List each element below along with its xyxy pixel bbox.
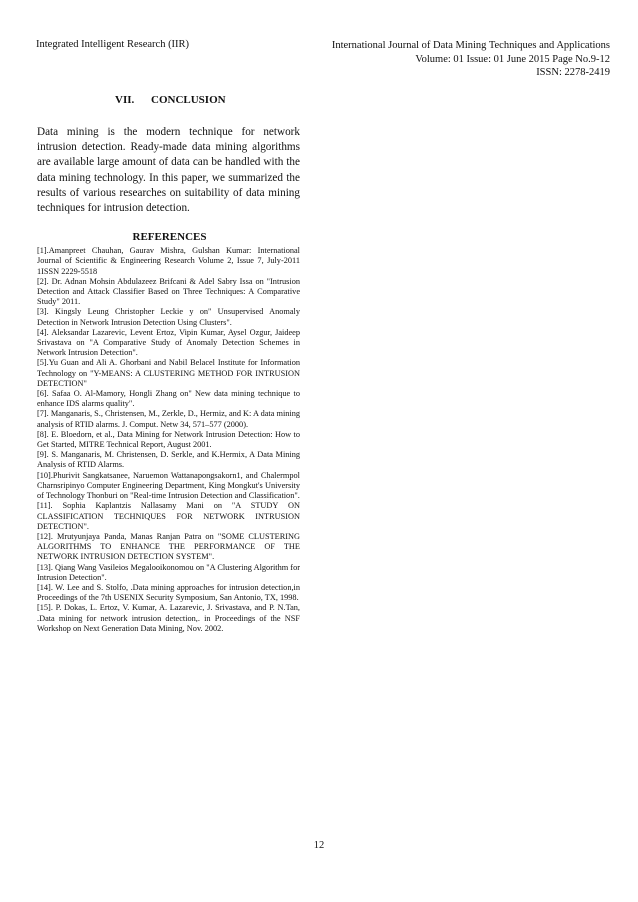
- reference-item: [11]. Sophia Kaplantzis Nallasamy Mani on "A STUDY ON CLASSIFICATION TECHNIQUES FOR NETWORK INTRUSION DETECTION".: [37, 501, 300, 531]
- header-volume-issue: Volume: 01 Issue: 01 June 2015 Page No.9-12: [415, 53, 610, 65]
- reference-item: [6]. Safaa O. Al-Mamory, Hongli Zhang on" New data mining technique to enhance IDS alarms quality".: [37, 389, 300, 409]
- header-issn: ISSN: 2278-2419: [536, 67, 610, 78]
- section-number: VII.: [115, 94, 135, 106]
- conclusion-paragraph: Data mining is the modern technique for network intrusion detection. Ready-made data mining algorithms are available large amount of data can be handled with the data mining technology. In this paper, we summarized the results of various researches on suitability of data mining techniques for intrusion detection.: [37, 126, 300, 215]
- reference-item: [9]. S. Manganaris, M. Christensen, D. Serkle, and K.Hermix, A Data Mining Analysis of RTID Alarms.: [37, 450, 300, 470]
- header-journal-title: International Journal of Data Mining Techniques and Applications: [331, 40, 610, 51]
- header-journal-publisher: Integrated Intelligent Research (IIR): [36, 39, 190, 50]
- reference-item: [10].Phurivit Sangkatsanee, Naruemon Wattanapongsakorn1, and Chalermpol Charnsripinyo Computer Engineering Department, King Mongkut's University of Technology Thonburi on "Real-time Intrusion Detection and Classification".: [37, 470, 300, 501]
- conclusion-heading: [37, 93, 300, 107]
- reference-item: [8]. E. Bloedorn, et al., Data Mining for Network Intrusion Detection: How to Get Started, MITRE Technical Report, August 2001.: [37, 429, 300, 450]
- left-column: [37, 93, 300, 634]
- references-heading: REFERENCES: [132, 231, 207, 244]
- reference-item: [7]. Manganaris, S., Christensen, M., Zerkle, D., Hermiz, and K: A data mining analysis of RTID alarms. J. Comput. Netw 34, 571–577 (2000).: [37, 409, 300, 429]
- header-journal-info: [290, 39, 610, 80]
- reference-item: [13]. Qiang Wang Vasileios Megalooikonomou on "A Clustering Algorithm for Intrusion Detection".: [37, 562, 300, 582]
- page-number: 12: [313, 840, 325, 851]
- reference-list: [37, 246, 300, 634]
- reference-item: [4]. Aleksandar Lazarevic, Levent Ertoz, Vipin Kumar, Aysel Ozgur, Jaideep Srivastava on "A Comparative Study of Anomaly Detection Schemes in Network Intrusion Detection".: [37, 327, 300, 358]
- reference-item: [1].Amanpreet Chauhan, Gaurav Mishra, Gulshan Kumar: International Journal of Scientific & Engineering Research Volume 2, Issue 7, July-2011 1ISSN 2229-5518: [37, 246, 300, 276]
- reference-item: [3]. Kingsly Leung Christopher Leckie y on" Unsupervised Anomaly Detection in Network Intrusion Detection Using Clusters".: [37, 307, 300, 327]
- reference-item: [14]. W. Lee and S. Stolfo, .Data mining approaches for intrusion detection,in Proceedings of the 7th USENIX Security Symposium, San Antonio, TX, 1998.: [37, 582, 300, 603]
- reference-item: [12]. Mrutyunjaya Panda, Manas Ranjan Patra on "SOME CLUSTERING ALGORITHMS TO ENHANCE THE PERFORMANCE OF THE NETWORK INTRUSION DETECTION SYSTEM".: [37, 531, 300, 562]
- reference-item: [5].Yu Guan and Ali A. Ghorbani and Nabil Belacel Institute for Information Technology on "Y-MEANS: A CLUSTERING METHOD FOR INTRUSION DETECTION": [37, 358, 300, 388]
- section-title: CONCLUSION: [151, 94, 226, 106]
- reference-item: [2]. Dr. Adnan Mohsin Abdulazeez Brifcani & Adel Sabry Issa on "Intrusion Detection and Attack Classifier Based on Three Techniques: A Comparative Study" 2011.: [37, 276, 300, 307]
- reference-item: [15]. P. Dokas, L. Ertoz, V. Kumar, A. Lazarevic, J. Srivastava, and P. N.Tan, .Data mining for network intrusion detection,. in Proceedings of the NSF Workshop on Next Generation Data Mining, Nov. 2002.: [37, 603, 300, 633]
